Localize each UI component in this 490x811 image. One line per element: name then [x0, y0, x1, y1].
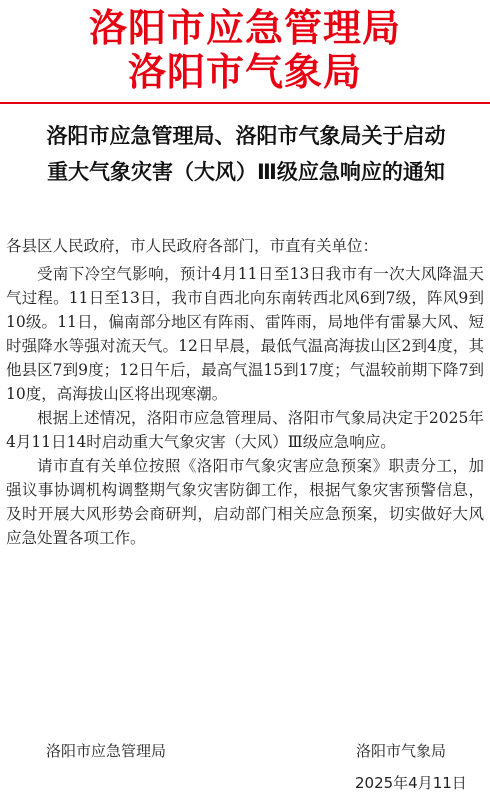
- paragraph-forecast: 受南下冷空气影响，预计4月11日至13日我市有一次大风降温天气过程。11日至13日，我市自西北向东南转西北风6到7级，阵风9到10级。11日，偏南部分地区有阵雨、雷阵雨，局地伴有雷暴大风、短时强降水等强对流天气。12日早晨，最低气温高海拔山区2到4度，其他县区7到9度；12日午后，最高气温15到17度；气温较前期下降7到10度，高海拔山区将出现寒潮。: [6, 265, 484, 403]
- title-line-2: 重大气象灾害（大风）Ⅲ级应急响应的通知: [47, 160, 445, 184]
- letterhead-divider: [0, 102, 490, 104]
- issue-date: 2025年4月11日: [355, 774, 467, 792]
- letterhead-org-1: 洛阳市应急管理局: [88, 6, 401, 50]
- signatory-meteorological-bureau: 洛阳市气象局: [356, 742, 447, 760]
- document-body: [6, 234, 484, 550]
- letterhead-org-2: 洛阳市气象局: [127, 50, 362, 94]
- letterhead: [0, 6, 490, 94]
- paragraph-decision: 根据上述情况，洛阳市应急管理局、洛阳市气象局决定于2025年4月11日14时启动重大气象灾害（大风）Ⅲ级应急响应。: [6, 409, 484, 451]
- title-line-1: 洛阳市应急管理局、洛阳市气象局关于启动: [46, 124, 446, 148]
- signatory-emergency-bureau: 洛阳市应急管理局: [46, 742, 167, 760]
- salutation: 各县区人民政府，市人民政府各部门，市直有关单位：: [6, 237, 379, 255]
- document-title: [10, 118, 482, 190]
- paragraph-instructions: 请市直有关单位按照《洛阳市气象灾害应急预案》职责分工，加强议事协调机构调整期气象灾害防御工作，根据气象灾害预警信息，及时开展大风形势会商研判，启动部门相关应急预案，切实做好大风应急处置各项工作。: [6, 457, 484, 547]
